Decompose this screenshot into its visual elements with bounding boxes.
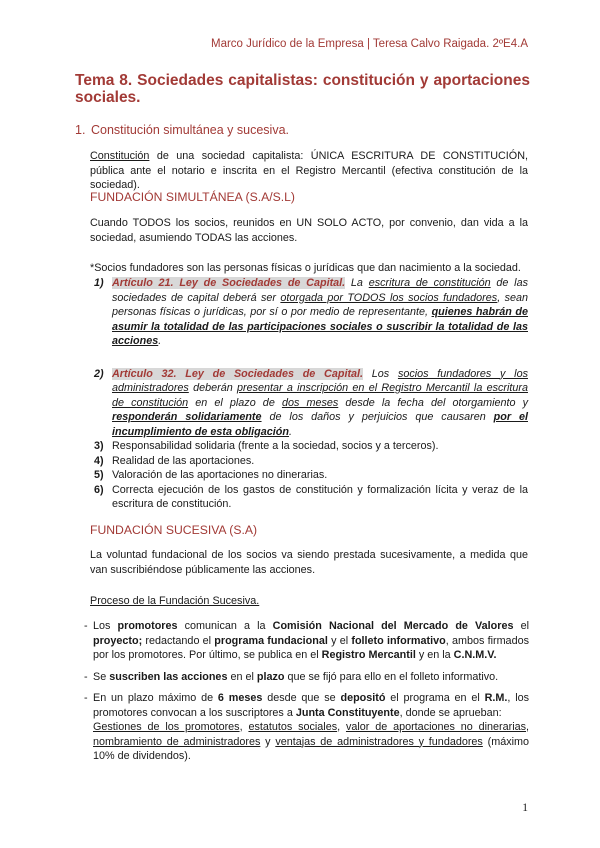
intro-term: Constitución	[90, 150, 150, 162]
dash-marker: -	[84, 670, 88, 683]
page-title: Tema 8. Sociedades capitalistas: constitución y aportaciones sociales.	[75, 72, 530, 106]
underlined-text: ventajas de administradores y fundadores	[275, 735, 483, 748]
text-run: comunican a la	[177, 620, 273, 632]
process-steps	[84, 619, 529, 764]
bold-text: proyecto;	[93, 634, 143, 647]
bold-text: R.M.	[484, 692, 508, 704]
item-number: 6)	[94, 483, 104, 496]
text-run: el programa en el	[385, 692, 485, 704]
dash-marker: -	[84, 620, 88, 632]
text-run: Los	[93, 620, 118, 632]
item-number: 5)	[94, 469, 104, 481]
process-step	[84, 670, 529, 685]
text-run: que se fijó para ello en el folleto informativo.	[284, 670, 499, 683]
text-run: desde la fecha del otorgamiento y	[338, 396, 528, 409]
bold-text: Comisión Nacional del Mercado de Valores	[272, 620, 514, 632]
text-run: ,	[239, 721, 249, 733]
bold-text: programa fundacional	[214, 634, 328, 647]
list-item	[90, 439, 528, 454]
text-run: desde que se	[262, 692, 341, 704]
bold-text: 6 meses	[217, 692, 263, 704]
underlined-text: nombramiento de administradores	[93, 735, 261, 748]
subheading-sucesiva: FUNDACIÓN SUCESIVA (S.A)	[90, 523, 258, 537]
item-text: Valoración de las aportaciones no dinerarias.	[112, 469, 328, 481]
text-run: , donde se aprueban:	[399, 706, 502, 719]
bold-text: C.N.M.V.	[453, 649, 497, 661]
underlined-text: por el incumplimiento de esta obligación	[112, 411, 528, 438]
text-run: .	[158, 335, 162, 347]
text-run: el	[513, 620, 529, 632]
text-run: redactando el	[142, 634, 215, 647]
underlined-text: socios fundadores y los administradores	[112, 367, 528, 394]
text-run: (máximo 10% de dividendos).	[93, 735, 529, 762]
page-number: 1	[522, 802, 528, 814]
text-run: , los promotores convocan a los suscriptores a	[93, 692, 530, 719]
text-run: , ambos firmados por los promotores. Por último, se publica en el	[93, 634, 529, 661]
simultanea-paragraph: Cuando TODOS los socios, reunidos en UN SOLO ACTO, por convenio, dan vida a la sociedad, asumiendo TODAS las acciones.	[90, 217, 528, 244]
dash-marker: -	[84, 692, 88, 704]
item-text: Responsabilidad solidaria (frente a la sociedad, socios y a terceros).	[112, 440, 439, 452]
bold-text: Junta Constituyente	[295, 706, 400, 719]
proceso-heading: Proceso de la Fundación Sucesiva.	[90, 595, 260, 607]
underlined-text: Gestiones de los promotores	[93, 721, 240, 733]
subheading-simultanea: FUNDACIÓN SIMULTÁNEA (S.A/S.L)	[90, 190, 295, 204]
bold-text: Registro Mercantil	[321, 649, 416, 661]
item-text: Correcta ejecución de los gastos de constitución y formalización lícita y veraz de la escritura de constitución.	[112, 483, 528, 510]
text-run: y	[260, 735, 276, 748]
text-run: y en la	[415, 649, 454, 661]
list-item	[90, 468, 528, 483]
numbered-list	[90, 276, 528, 512]
underlined-text: escritura de constitución	[368, 277, 491, 289]
junta-approvals	[84, 720, 529, 764]
list-item	[90, 367, 528, 440]
bold-text: plazo	[256, 670, 285, 683]
bold-text: depositó	[340, 692, 386, 704]
underlined-text: presentar a inscripción en el Registro Mercantil la escritura de constitución	[112, 382, 528, 409]
item-number: 4)	[94, 454, 104, 467]
item-number: 2)	[94, 367, 104, 380]
text-run: , sean personas físicas o jurídicas, por sí o por medio de representante,	[112, 291, 528, 318]
page-header: Marco Jurídico de la Empresa | Teresa Calvo Raigada. 2ºE4.A	[211, 38, 528, 50]
bold-text: promotores	[117, 620, 178, 632]
text-run: .	[288, 425, 292, 438]
intro-paragraph	[90, 149, 528, 193]
text-run: Los	[363, 367, 398, 380]
underlined-text: dos meses	[281, 396, 339, 409]
list-item	[90, 483, 528, 512]
process-step	[84, 619, 529, 663]
socios-note: *Socios fundadores son las personas físicas o jurídicas que dan nacimiento a la sociedad.	[90, 262, 521, 274]
intro-text: de una sociedad capitalista: ÚNICA ESCRITURA DE CONSTITUCIÓN, pública ante el notario e inscrita en el Registro Mercantil (efectiva constitución de la sociedad).	[90, 150, 528, 191]
bold-text: suscriben las acciones	[109, 670, 228, 683]
item-text: Realidad de las aportaciones.	[112, 454, 255, 467]
bold-text: folleto informativo	[351, 634, 446, 647]
text-run: ,	[337, 721, 346, 733]
section-label: Constitución simultánea y sucesiva.	[91, 123, 290, 137]
underlined-text: valor de aportaciones no dinerarias	[345, 721, 527, 733]
text-run: La	[345, 277, 369, 289]
article-highlight: Artículo 32. Ley de Sociedades de Capital.	[112, 367, 364, 380]
text-run: de las sociedades de capital deberá ser	[112, 277, 528, 304]
underlined-text: quienes habrán de asumir la totalidad de las participaciones sociales o suscribir la totalidad de las acciones	[112, 306, 528, 347]
text-run: de los daños y perjuicios que causaren	[261, 411, 494, 423]
text-run: ,	[526, 721, 530, 733]
text-run: en el	[227, 670, 257, 683]
text-run: y el	[327, 634, 352, 647]
process-step	[84, 691, 529, 720]
section-number: 1.	[75, 123, 86, 137]
sucesiva-paragraph: La voluntad fundacional de los socios va siendo prestada sucesivamente, a medida que van suscribiéndose públicamente las acciones.	[90, 549, 528, 576]
text-run: deberán	[188, 382, 237, 394]
underlined-text: responderán solidariamente	[112, 411, 262, 423]
article-highlight: Artículo 21. Ley de Sociedades de Capital.	[112, 277, 346, 289]
text-run: En un plazo máximo de	[93, 692, 218, 704]
underlined-text: estatutos sociales	[248, 721, 338, 733]
item-number: 1)	[94, 277, 104, 289]
section-heading	[75, 123, 289, 137]
text-run: Se	[93, 670, 110, 683]
text-run: en el plazo de	[188, 396, 282, 409]
list-item	[90, 454, 528, 469]
underlined-text: otorgada por TODOS los socios fundadores	[280, 291, 498, 304]
list-item	[90, 276, 528, 349]
item-number: 3)	[94, 440, 104, 452]
